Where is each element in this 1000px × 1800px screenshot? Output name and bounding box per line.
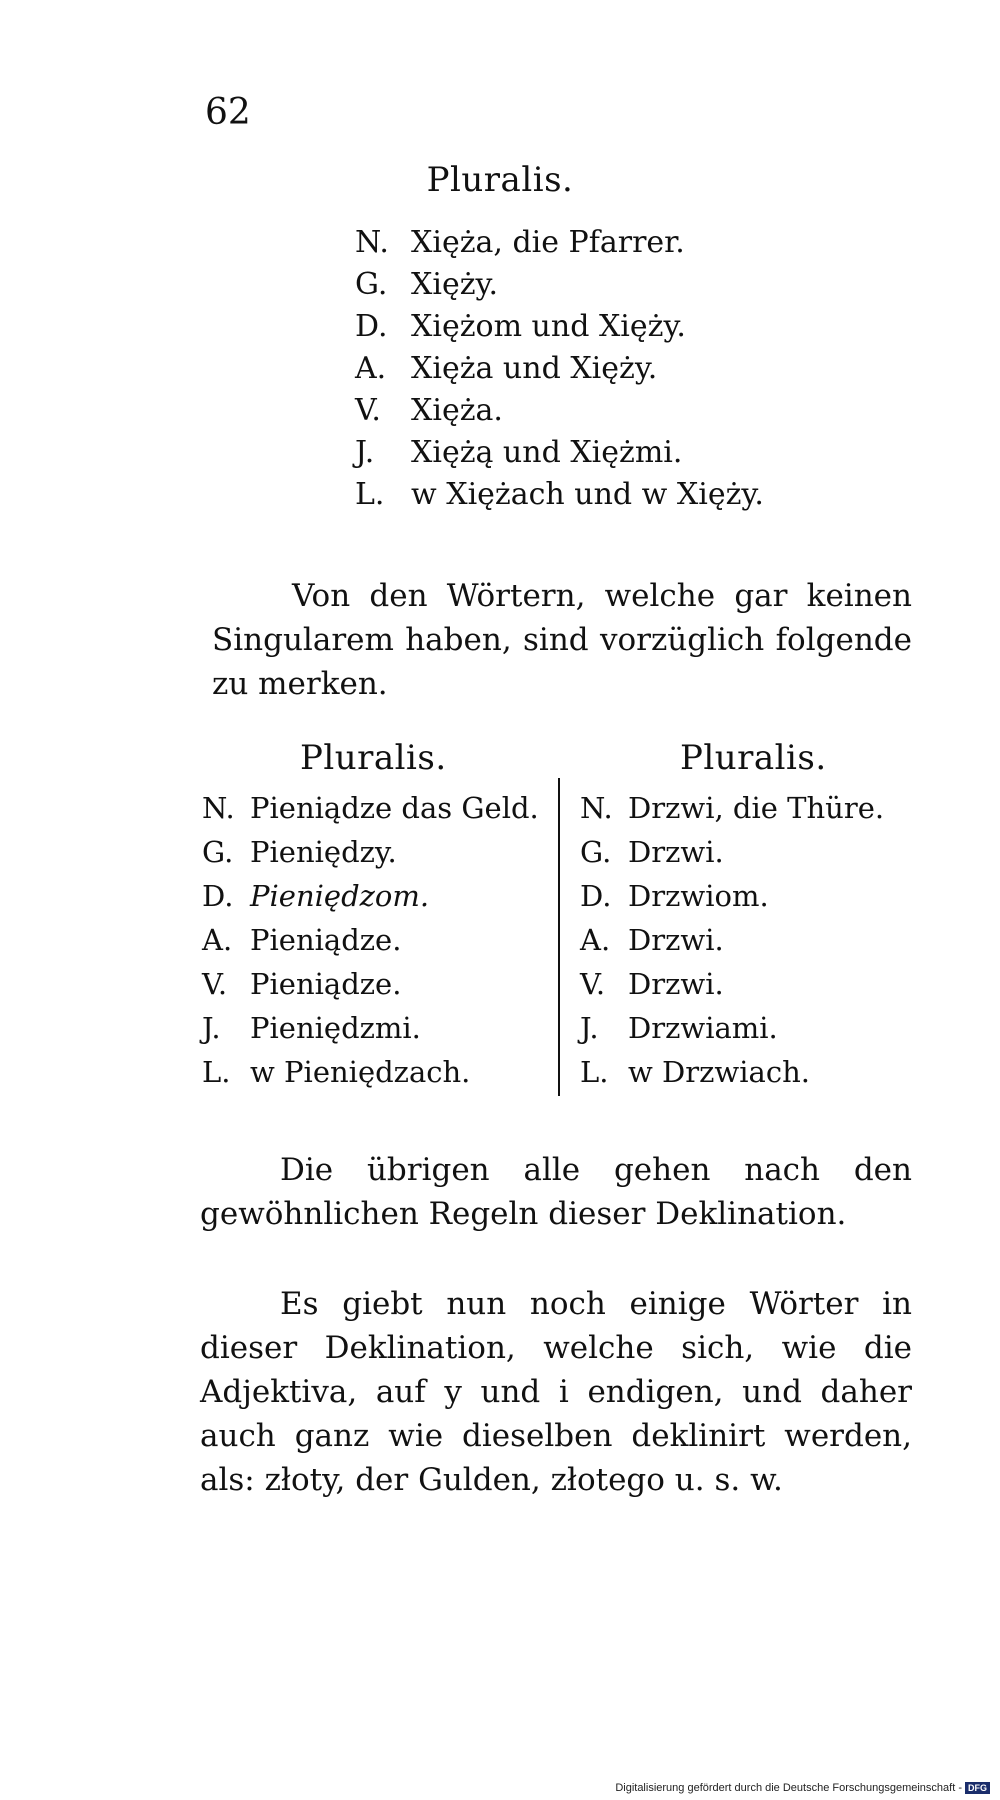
case-form: Pieniędzy. — [250, 835, 397, 869]
declension-row — [355, 222, 764, 264]
paragraph-adjective-forms — [200, 1282, 912, 1502]
declension-row — [202, 1006, 539, 1050]
dfg-logo: DFG — [965, 1782, 990, 1794]
paragraph-regular-rules — [200, 1148, 912, 1236]
case-form: Drzwi. — [628, 923, 724, 957]
case-form: Pieniędzom. — [250, 879, 430, 913]
declension-row — [202, 874, 539, 918]
case-form: Pieniądze. — [250, 923, 402, 957]
footer-text: Digitalisierung gefördert durch die Deutsche Forschungsgemeinschaft - — [615, 1781, 962, 1794]
first-declension-table — [355, 222, 764, 516]
case-label: D. — [202, 879, 234, 913]
right-pluralis-heading: Pluralis. — [680, 738, 827, 778]
declension-row — [580, 830, 884, 874]
declension-row — [580, 1006, 884, 1050]
declension-row — [355, 348, 764, 390]
case-form: Drzwi. — [628, 967, 724, 1001]
paragraph-text: Von den Wörtern, welche gar keinen Singularem haben, sind vorzüglich folgende zu merken. — [212, 578, 912, 702]
case-label: J. — [202, 1011, 221, 1045]
declension-row — [580, 874, 884, 918]
case-form: Drzwiom. — [628, 879, 769, 913]
case-label: J. — [580, 1011, 599, 1045]
case-form: Pieniądze. — [250, 967, 402, 1001]
column-divider — [558, 778, 560, 1096]
digitization-footer — [615, 1782, 990, 1794]
case-form: Xiężą und Xiężmi. — [411, 435, 683, 470]
case-label: D. — [355, 309, 388, 344]
declension-row — [202, 786, 539, 830]
right-declension-column — [580, 786, 884, 1094]
case-label: A. — [202, 923, 233, 957]
left-pluralis-heading: Pluralis. — [300, 738, 447, 778]
case-form: Pieniędzmi. — [250, 1011, 421, 1045]
case-label: N. — [355, 225, 389, 260]
case-form: w Pieniędzach. — [250, 1055, 471, 1089]
case-form: Drzwi. — [628, 835, 724, 869]
declension-row — [355, 306, 764, 348]
declension-row — [202, 1050, 539, 1094]
case-form: Drzwiami. — [628, 1011, 778, 1045]
declension-row — [355, 474, 764, 516]
declension-row — [202, 962, 539, 1006]
case-form: w Drzwiach. — [628, 1055, 810, 1089]
left-declension-column — [202, 786, 539, 1094]
page-number: 62 — [205, 92, 251, 133]
declension-row — [355, 264, 764, 306]
case-label: V. — [580, 967, 606, 1001]
declension-row — [580, 918, 884, 962]
case-form: Xięża. — [411, 393, 503, 428]
declension-row — [580, 962, 884, 1006]
case-form: Xięża, die Pfarrer. — [411, 225, 685, 260]
declension-row — [355, 390, 764, 432]
case-label: G. — [580, 835, 612, 869]
case-label: D. — [580, 879, 612, 913]
paragraph-text: Die übrigen alle gehen nach den gewöhnlichen Regeln dieser Deklination. — [200, 1152, 912, 1232]
first-pluralis-heading: Pluralis. — [426, 160, 574, 200]
case-label: V. — [355, 393, 381, 428]
case-label: A. — [580, 923, 611, 957]
case-label: L. — [355, 477, 385, 512]
case-label: N. — [202, 791, 235, 825]
case-form: Xięża und Xięży. — [411, 351, 658, 386]
case-label: L. — [580, 1055, 609, 1089]
declension-row — [202, 918, 539, 962]
paragraph-text: Es giebt nun noch einige Wörter in dieser Deklination, welche sich, wie die Adjektiva, auf y und i endigen, und daher auch ganz wie dieselben deklinirt werden, als: złoty, der Gulden, złotego u. s. w. — [200, 1286, 912, 1498]
paragraph-no-singular — [212, 574, 912, 706]
case-label: V. — [202, 967, 228, 1001]
case-form: Xięży. — [411, 267, 499, 302]
case-label: A. — [355, 351, 387, 386]
case-form: Drzwi, die Thüre. — [628, 791, 885, 825]
case-form: Pieniądze das Geld. — [250, 791, 539, 825]
case-label: G. — [202, 835, 234, 869]
declension-row — [202, 830, 539, 874]
case-label: J. — [355, 435, 375, 470]
case-label: G. — [355, 267, 388, 302]
case-label: L. — [202, 1055, 231, 1089]
declension-row — [355, 432, 764, 474]
case-form: Xiężom und Xięży. — [411, 309, 686, 344]
declension-row — [580, 1050, 884, 1094]
case-form: w Xiężach und w Xięży. — [411, 477, 764, 512]
case-label: N. — [580, 791, 613, 825]
declension-row — [580, 786, 884, 830]
